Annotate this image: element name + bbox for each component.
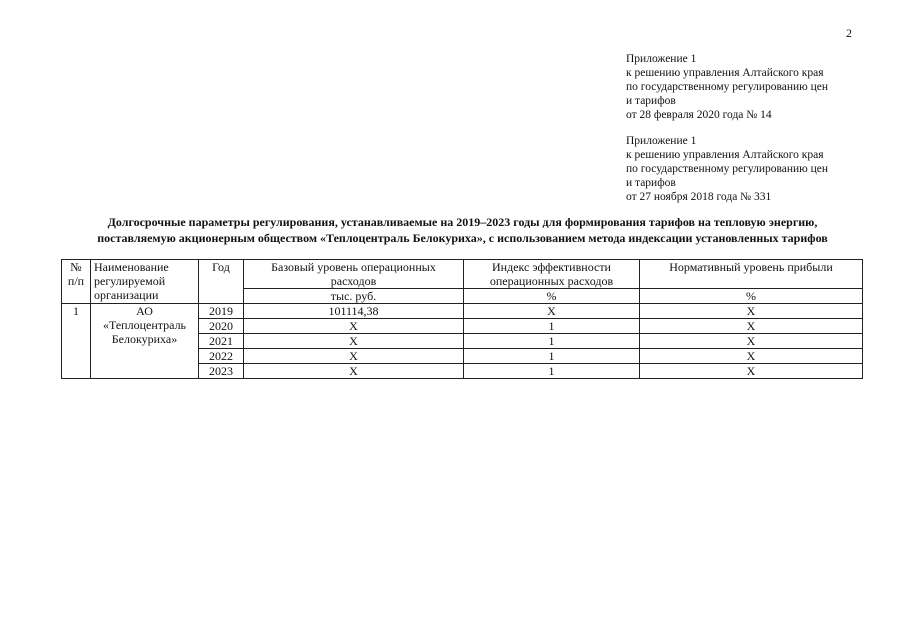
cell-profit: X (640, 319, 863, 334)
cell-profit: X (640, 304, 863, 319)
header-year: Год (199, 260, 244, 304)
cell-profit: X (640, 364, 863, 379)
header-text: Базовый уровень операционных (271, 260, 436, 274)
appendix-line: и тарифов (626, 95, 676, 107)
header-text: организации (94, 288, 159, 302)
header-org (91, 260, 199, 304)
cell-year: 2019 (199, 304, 244, 319)
unit-profit: % (640, 289, 863, 304)
appendix-line: по государственному регулированию цен (626, 81, 829, 93)
appendix-line: Приложение 1 (626, 53, 697, 65)
cell-year: 2020 (199, 319, 244, 334)
unit-base: тыс. руб. (244, 289, 464, 304)
title-line: поставляемую акционерным обществом «Теплоцентраль Белокуриха», с использованием метода индексации установленных тарифов (97, 231, 828, 245)
header-base (244, 260, 464, 289)
header-index (464, 260, 640, 289)
header-profit: Нормативный уровень прибыли (640, 260, 863, 289)
org-name (91, 304, 199, 379)
appendix-line: к решению управления Алтайского края (626, 67, 824, 79)
header-text: № (70, 260, 82, 274)
header-text: расходов (330, 274, 377, 288)
appendix-line: по государственному регулированию цен (626, 163, 829, 175)
cell-base: X (244, 319, 464, 334)
cell-base: X (244, 334, 464, 349)
regulation-parameters-table (61, 259, 863, 379)
cell-profit: X (640, 334, 863, 349)
cell-index: 1 (464, 364, 640, 379)
document-title (40, 214, 885, 246)
header-text: операционных расходов (489, 274, 614, 288)
cell-index: 1 (464, 349, 640, 364)
org-name-line: АО (136, 304, 153, 318)
cell-base: X (244, 349, 464, 364)
header-text: Наименование (94, 260, 169, 274)
title-line: Долгосрочные параметры регулирования, устанавливаемые на 2019–2023 годы для формирования тарифов на тепловую энергию, (107, 215, 818, 229)
org-name-line: «Теплоцентраль (102, 318, 187, 332)
header-text: Индекс эффективности (492, 260, 611, 274)
header-row (62, 260, 863, 289)
header-text: п/п (67, 274, 85, 288)
appendix-line: от 27 ноября 2018 года № 331 (626, 191, 772, 203)
appendix-line: и тарифов (626, 177, 676, 189)
cell-index: X (464, 304, 640, 319)
unit-index: % (464, 289, 640, 304)
org-num: 1 (62, 304, 91, 379)
appendix-line: Приложение 1 (626, 135, 697, 147)
appendix-line: от 28 февраля 2020 года № 14 (626, 109, 772, 121)
appendix-block-current (626, 52, 886, 122)
cell-profit: X (640, 349, 863, 364)
appendix-line: к решению управления Алтайского края (626, 149, 824, 161)
cell-base: 101114,38 (244, 304, 464, 319)
cell-base: X (244, 364, 464, 379)
cell-year: 2022 (199, 349, 244, 364)
appendix-block-original (626, 134, 886, 204)
cell-index: 1 (464, 319, 640, 334)
org-name-line: Белокуриха» (111, 332, 178, 346)
table-row (62, 304, 863, 319)
cell-index: 1 (464, 334, 640, 349)
header-num (62, 260, 91, 304)
cell-year: 2021 (199, 334, 244, 349)
header-text: регулируемой (94, 274, 166, 288)
page-number: 2 (846, 26, 852, 40)
cell-year: 2023 (199, 364, 244, 379)
